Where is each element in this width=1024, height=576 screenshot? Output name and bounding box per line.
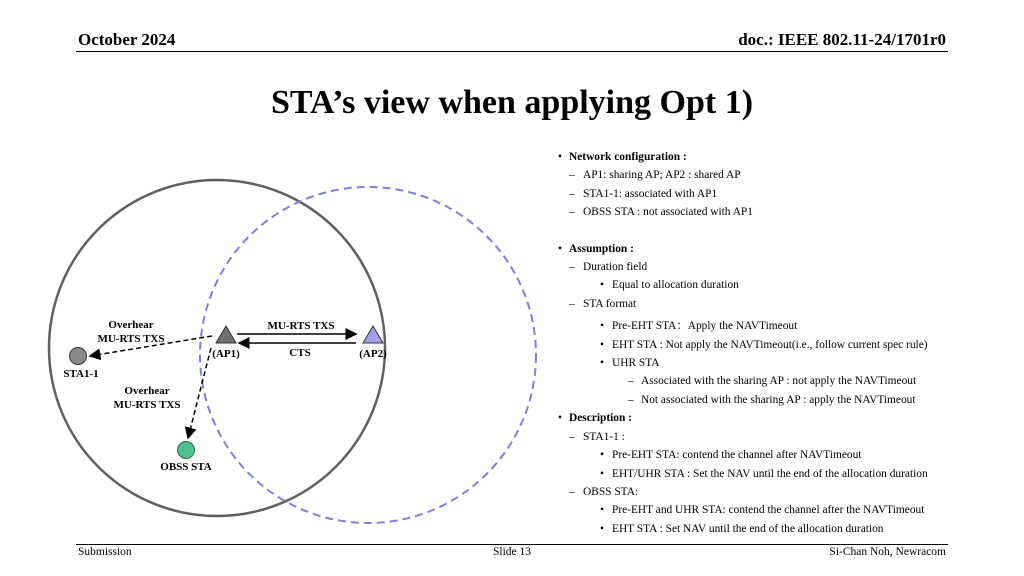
overhear-label-obss: Overhear MU-RTS TXS [113,385,181,411]
bullet-item: – OBSS STA: [556,483,996,501]
footer-submission: Submission [78,546,132,558]
header-doc-id: doc.: IEEE 802.11-24/1701r0 [738,30,946,49]
bullet-list [556,148,996,538]
bullet-network-config: • Network configuration : [556,148,996,166]
mu-rts-label: MU-RTS TXS [267,320,335,332]
bullet-item: – Associated with the sharing AP : not apply the NAVTimeout [556,372,996,390]
bullet-item: – Not associated with the sharing AP : apply the NAVTimeout [556,391,996,409]
ap1-label: (AP1) [212,348,240,360]
bullet-item: – STA1-1: associated with AP1 [556,185,996,203]
bullet-assumption: • Assumption : [556,240,996,258]
ap1-icon [216,326,236,343]
overhear-label-sta1: Overhear MU-RTS TXS [97,319,165,345]
ap2-icon [363,326,383,343]
bullet-item: – STA1-1 : [556,428,996,446]
bullet-item: • Equal to allocation duration [556,276,996,294]
header-date: October 2024 [78,30,176,49]
obss-sta-label: OBSS STA [160,461,212,473]
bullet-item: • UHR STA [556,354,996,372]
slide-title: STA’s view when applying Opt 1) [270,84,754,121]
sta1-label: STA1-1 [63,368,99,380]
sta1-icon [70,348,87,365]
bullet-item: – OBSS STA : not associated with AP1 [556,203,996,221]
bullet-item: • EHT STA : Not apply the NAVTimeout(i.e., follow current spec rule) [556,336,996,354]
footer-author: Si-Chan Noh, Newracom [829,546,946,558]
obss-sta-icon [178,442,195,459]
bullet-item: • EHT STA : Set NAV until the end of the allocation duration [556,520,996,538]
ap2-label: (AP2) [359,348,387,360]
bullet-item: • Pre-EHT and UHR STA: contend the channel after the NAVTimeout [556,501,996,519]
bullet-item: – Duration field [556,258,996,276]
bullet-item: • Pre-EHT STA：Apply the NAVTimeout [556,317,996,335]
bullet-item: • Pre-EHT STA: contend the channel after NAVTimeout [556,446,996,464]
bullet-item: – STA format [556,295,996,313]
cts-label: CTS [289,347,311,359]
footer-slide-number: Slide 13 [492,546,531,558]
bullet-item: – AP1: sharing AP; AP2 : shared AP [556,166,996,184]
footer-rule [76,544,948,545]
bullet-description: • Description : [556,409,996,427]
bullet-item: • EHT/UHR STA : Set the NAV until the end of the allocation duration [556,465,996,483]
